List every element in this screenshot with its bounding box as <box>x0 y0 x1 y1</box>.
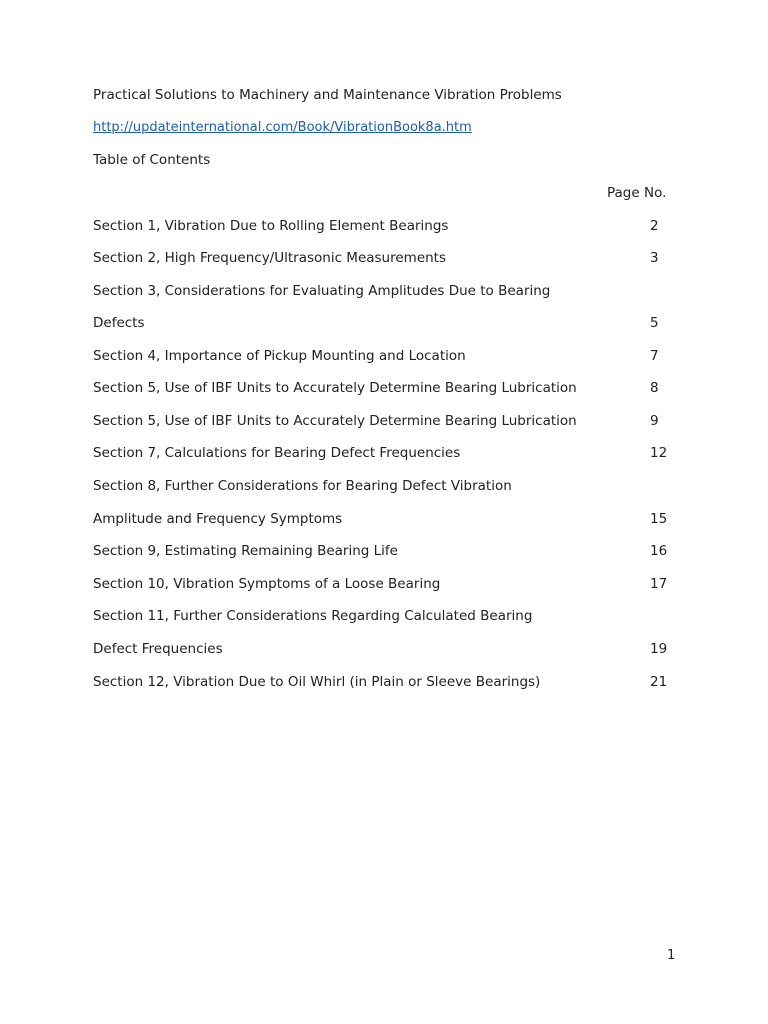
toc-entry: Section 5, Use of IBF Units to Accurately Determine Bearing Lubrication <box>93 413 577 429</box>
toc-entry: Section 11, Further Considerations Regarding Calculated Bearing <box>93 608 533 624</box>
toc-entry: Section 7, Calculations for Bearing Defect Frequencies <box>93 445 461 461</box>
toc-entry: Defects <box>93 315 145 331</box>
page-number-column-heading: Page No. <box>607 185 667 201</box>
toc-entry: Section 4, Importance of Pickup Mounting and Location <box>93 348 466 364</box>
toc-entry: Section 10, Vibration Symptoms of a Loose Bearing <box>93 576 441 592</box>
toc-entry: Section 1, Vibration Due to Rolling Element Bearings <box>93 218 449 234</box>
source-link[interactable]: http://updateinternational.com/Book/VibrationBook8a.htm <box>93 120 472 135</box>
toc-entry: Amplitude and Frequency Symptoms <box>93 511 343 527</box>
toc-entry-page: 7 <box>650 348 659 364</box>
toc-entry: Defect Frequencies <box>93 641 223 657</box>
toc-entry-page: 19 <box>650 641 668 657</box>
toc-heading: Table of Contents <box>93 152 211 168</box>
toc-entry: Section 2, High Frequency/Ultrasonic Measurements <box>93 250 447 266</box>
toc-entry-page: 9 <box>650 413 659 429</box>
toc-entry-page: 12 <box>650 445 668 461</box>
toc-entry-page: 8 <box>650 380 659 396</box>
toc-entry-page: 17 <box>650 576 668 592</box>
toc-entry-page: 2 <box>650 218 659 234</box>
toc-entry-page: 15 <box>650 511 668 527</box>
toc-entry: Section 12, Vibration Due to Oil Whirl (in Plain or Sleeve Bearings) <box>93 674 541 690</box>
toc-entry-page: 21 <box>650 674 668 690</box>
document-title: Practical Solutions to Machinery and Maintenance Vibration Problems <box>93 87 562 103</box>
footer-page-number: 1 <box>667 948 676 963</box>
toc-entry: Section 5, Use of IBF Units to Accurately Determine Bearing Lubrication <box>93 380 577 396</box>
toc-entry: Section 8, Further Considerations for Bearing Defect Vibration <box>93 478 512 494</box>
toc-entry-page: 3 <box>650 250 659 266</box>
toc-entry: Section 3, Considerations for Evaluating Amplitudes Due to Bearing <box>93 283 551 299</box>
toc-entry: Section 9, Estimating Remaining Bearing Life <box>93 543 398 559</box>
toc-entry-page: 5 <box>650 315 659 331</box>
toc-entry-page: 16 <box>650 543 668 559</box>
